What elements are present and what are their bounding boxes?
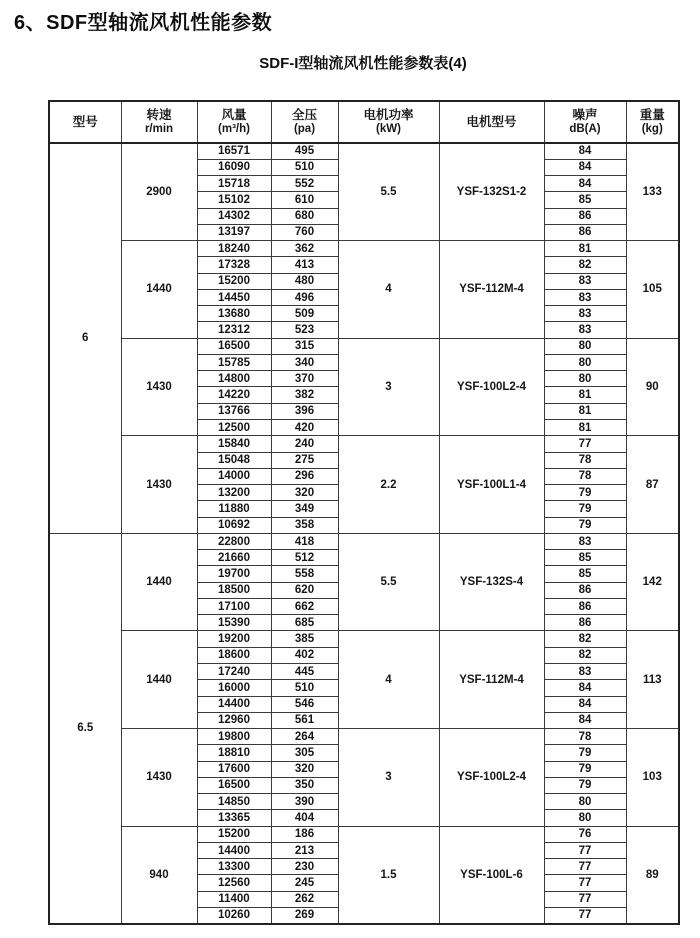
pressure-cell: 496 (271, 289, 338, 305)
pressure-cell: 296 (271, 468, 338, 484)
pressure-cell: 495 (271, 143, 338, 159)
air-volume-cell: 15048 (197, 452, 271, 468)
col-header-label: 电机功率 (363, 107, 414, 122)
air-volume-cell: 16500 (197, 338, 271, 354)
pressure-cell: 245 (271, 875, 338, 891)
col-header-label: 风量 (221, 107, 247, 122)
noise-cell: 80 (544, 354, 626, 370)
table-title: SDF-I型轴流风机性能参数表(4) (259, 55, 467, 72)
air-volume-cell: 16000 (197, 680, 271, 696)
air-volume-cell: 10260 (197, 907, 271, 923)
pressure-cell: 662 (271, 598, 338, 614)
pressure-cell: 320 (271, 485, 338, 501)
noise-cell: 79 (544, 485, 626, 501)
col-header-label: 电机型号 (466, 114, 517, 129)
pressure-cell: 480 (271, 273, 338, 289)
noise-cell: 80 (544, 371, 626, 387)
col-header-total-pressure (271, 101, 338, 143)
speed-cell: 1440 (121, 241, 197, 339)
noise-cell: 83 (544, 322, 626, 338)
weight-cell: 103 (626, 729, 679, 827)
pressure-cell: 315 (271, 338, 338, 354)
noise-cell: 77 (544, 891, 626, 907)
noise-cell: 84 (544, 696, 626, 712)
air-volume-cell: 15785 (197, 354, 271, 370)
pressure-cell: 620 (271, 582, 338, 598)
pressure-cell: 370 (271, 371, 338, 387)
pressure-cell: 685 (271, 615, 338, 631)
pressure-cell: 402 (271, 647, 338, 663)
weight-cell: 90 (626, 338, 679, 436)
air-volume-cell: 15200 (197, 826, 271, 842)
pressure-cell: 558 (271, 566, 338, 582)
air-volume-cell: 15102 (197, 192, 271, 208)
weight-cell: 105 (626, 241, 679, 339)
air-volume-cell: 18810 (197, 745, 271, 761)
air-volume-cell: 17600 (197, 761, 271, 777)
motor-power-cell: 3 (338, 338, 439, 436)
air-volume-cell: 12960 (197, 712, 271, 728)
col-header-label: 重量 (639, 107, 665, 122)
noise-cell: 84 (544, 159, 626, 175)
col-header-unit: dB(A) (569, 122, 601, 135)
noise-cell: 84 (544, 680, 626, 696)
air-volume-cell: 13200 (197, 485, 271, 501)
motor-power-cell: 3 (338, 729, 439, 827)
col-header-speed (121, 101, 197, 143)
speed-cell: 1440 (121, 631, 197, 729)
noise-cell: 83 (544, 273, 626, 289)
air-volume-cell: 14000 (197, 468, 271, 484)
weight-cell: 113 (626, 631, 679, 729)
air-volume-cell: 10692 (197, 517, 271, 533)
noise-cell: 80 (544, 810, 626, 826)
pressure-cell: 552 (271, 176, 338, 192)
pressure-cell: 390 (271, 794, 338, 810)
noise-cell: 84 (544, 176, 626, 192)
pressure-cell: 418 (271, 533, 338, 549)
col-header-label: 转速 (146, 107, 172, 122)
noise-cell: 85 (544, 550, 626, 566)
air-volume-cell: 22800 (197, 533, 271, 549)
table-row (49, 143, 679, 159)
pressure-cell: 760 (271, 224, 338, 240)
pressure-cell: 404 (271, 810, 338, 826)
speed-cell: 2900 (121, 143, 197, 241)
motor-model-cell: YSF-100L2-4 (439, 338, 544, 436)
noise-cell: 77 (544, 842, 626, 858)
table-row (49, 826, 679, 842)
noise-cell: 83 (544, 664, 626, 680)
model-cell: 6.5 (49, 533, 121, 923)
noise-cell: 86 (544, 615, 626, 631)
noise-cell: 83 (544, 533, 626, 549)
motor-power-cell: 4 (338, 631, 439, 729)
noise-cell: 78 (544, 729, 626, 745)
weight-cell: 142 (626, 533, 679, 631)
speed-cell: 1430 (121, 729, 197, 827)
noise-cell: 79 (544, 501, 626, 517)
noise-cell: 79 (544, 745, 626, 761)
air-volume-cell: 16090 (197, 159, 271, 175)
pressure-cell: 523 (271, 322, 338, 338)
pressure-cell: 420 (271, 420, 338, 436)
motor-power-cell: 4 (338, 241, 439, 339)
pressure-cell: 305 (271, 745, 338, 761)
pressure-cell: 320 (271, 761, 338, 777)
pressure-cell: 358 (271, 517, 338, 533)
pressure-cell: 610 (271, 192, 338, 208)
pressure-cell: 262 (271, 891, 338, 907)
motor-power-cell: 5.5 (338, 143, 439, 241)
col-header-model (49, 101, 121, 143)
noise-cell: 81 (544, 420, 626, 436)
noise-cell: 83 (544, 289, 626, 305)
air-volume-cell: 14800 (197, 371, 271, 387)
pressure-cell: 362 (271, 241, 338, 257)
noise-cell: 79 (544, 777, 626, 793)
col-header-noise (544, 101, 626, 143)
col-header-motor-power (338, 101, 439, 143)
table-row (49, 533, 679, 549)
noise-cell: 80 (544, 794, 626, 810)
noise-cell: 82 (544, 631, 626, 647)
noise-cell: 86 (544, 224, 626, 240)
pressure-cell: 213 (271, 842, 338, 858)
col-header-weight (626, 101, 679, 143)
air-volume-cell: 19200 (197, 631, 271, 647)
air-volume-cell: 14400 (197, 696, 271, 712)
header-row (49, 101, 679, 143)
table-row (49, 436, 679, 452)
pressure-cell: 510 (271, 159, 338, 175)
pressure-cell: 413 (271, 257, 338, 273)
motor-model-cell: YSF-112M-4 (439, 631, 544, 729)
pressure-cell: 512 (271, 550, 338, 566)
air-volume-cell: 15200 (197, 273, 271, 289)
motor-model-cell: YSF-100L-6 (439, 826, 544, 924)
pressure-cell: 546 (271, 696, 338, 712)
air-volume-cell: 14850 (197, 794, 271, 810)
air-volume-cell: 12500 (197, 420, 271, 436)
weight-cell: 87 (626, 436, 679, 534)
noise-cell: 77 (544, 859, 626, 875)
air-volume-cell: 12560 (197, 875, 271, 891)
weight-cell: 89 (626, 826, 679, 924)
air-volume-cell: 17328 (197, 257, 271, 273)
air-volume-cell: 21660 (197, 550, 271, 566)
air-volume-cell: 11400 (197, 891, 271, 907)
page-title: 6、SDF型轴流风机性能参数 (14, 12, 273, 34)
pressure-cell: 230 (271, 859, 338, 875)
motor-power-cell: 1.5 (338, 826, 439, 924)
table-row (49, 631, 679, 647)
speed-cell: 1430 (121, 338, 197, 436)
air-volume-cell: 13766 (197, 403, 271, 419)
noise-cell: 81 (544, 241, 626, 257)
pressure-cell: 680 (271, 208, 338, 224)
pressure-cell: 382 (271, 387, 338, 403)
air-volume-cell: 14400 (197, 842, 271, 858)
col-header-unit: r/min (144, 122, 174, 135)
pressure-cell: 350 (271, 777, 338, 793)
air-volume-cell: 13365 (197, 810, 271, 826)
air-volume-cell: 14220 (197, 387, 271, 403)
motor-model-cell: YSF-100L1-4 (439, 436, 544, 534)
noise-cell: 81 (544, 387, 626, 403)
col-header-air-volume (197, 101, 271, 143)
air-volume-cell: 17240 (197, 664, 271, 680)
noise-cell: 82 (544, 257, 626, 273)
air-volume-cell: 15390 (197, 615, 271, 631)
col-header-unit: (m³/h) (218, 122, 250, 135)
col-header-label: 全压 (291, 107, 317, 122)
noise-cell: 78 (544, 452, 626, 468)
pressure-cell: 186 (271, 826, 338, 842)
speed-cell: 940 (121, 826, 197, 924)
noise-cell: 86 (544, 598, 626, 614)
pressure-cell: 445 (271, 664, 338, 680)
noise-cell: 79 (544, 517, 626, 533)
table-row (49, 338, 679, 354)
noise-cell: 77 (544, 875, 626, 891)
air-volume-cell: 11880 (197, 501, 271, 517)
air-volume-cell: 15718 (197, 176, 271, 192)
pressure-cell: 561 (271, 712, 338, 728)
noise-cell: 83 (544, 306, 626, 322)
noise-cell: 81 (544, 403, 626, 419)
col-header-label: 型号 (72, 114, 98, 129)
pressure-cell: 385 (271, 631, 338, 647)
noise-cell: 82 (544, 647, 626, 663)
noise-cell: 86 (544, 582, 626, 598)
speed-cell: 1440 (121, 533, 197, 631)
motor-model-cell: YSF-100L2-4 (439, 729, 544, 827)
motor-power-cell: 2.2 (338, 436, 439, 534)
noise-cell: 86 (544, 208, 626, 224)
air-volume-cell: 13197 (197, 224, 271, 240)
table-header (49, 101, 679, 143)
noise-cell: 78 (544, 468, 626, 484)
air-volume-cell: 19700 (197, 566, 271, 582)
noise-cell: 85 (544, 192, 626, 208)
noise-cell: 76 (544, 826, 626, 842)
table-body (49, 143, 679, 924)
pressure-cell: 264 (271, 729, 338, 745)
air-volume-cell: 13680 (197, 306, 271, 322)
performance-table (48, 100, 680, 925)
air-volume-cell: 12312 (197, 322, 271, 338)
pressure-cell: 510 (271, 680, 338, 696)
noise-cell: 79 (544, 761, 626, 777)
pressure-cell: 275 (271, 452, 338, 468)
noise-cell: 85 (544, 566, 626, 582)
noise-cell: 77 (544, 907, 626, 923)
pressure-cell: 269 (271, 907, 338, 923)
air-volume-cell: 18500 (197, 582, 271, 598)
air-volume-cell: 18240 (197, 241, 271, 257)
motor-model-cell: YSF-112M-4 (439, 241, 544, 339)
air-volume-cell: 14450 (197, 289, 271, 305)
motor-model-cell: YSF-132S1-2 (439, 143, 544, 241)
col-header-motor-model (439, 101, 544, 143)
col-header-unit: (pa) (293, 122, 316, 135)
noise-cell: 77 (544, 436, 626, 452)
table-row (49, 241, 679, 257)
air-volume-cell: 17100 (197, 598, 271, 614)
pressure-cell: 509 (271, 306, 338, 322)
air-volume-cell: 19800 (197, 729, 271, 745)
air-volume-cell: 13300 (197, 859, 271, 875)
air-volume-cell: 15840 (197, 436, 271, 452)
air-volume-cell: 16500 (197, 777, 271, 793)
noise-cell: 84 (544, 143, 626, 159)
pressure-cell: 340 (271, 354, 338, 370)
pressure-cell: 349 (271, 501, 338, 517)
col-header-unit: (kW) (376, 122, 401, 135)
noise-cell: 84 (544, 712, 626, 728)
air-volume-cell: 16571 (197, 143, 271, 159)
table-row (49, 729, 679, 745)
air-volume-cell: 14302 (197, 208, 271, 224)
noise-cell: 80 (544, 338, 626, 354)
speed-cell: 1430 (121, 436, 197, 534)
pressure-cell: 396 (271, 403, 338, 419)
col-header-unit: (kg) (641, 122, 663, 135)
motor-model-cell: YSF-132S-4 (439, 533, 544, 631)
model-cell: 6 (49, 143, 121, 533)
motor-power-cell: 5.5 (338, 533, 439, 631)
air-volume-cell: 18600 (197, 647, 271, 663)
weight-cell: 133 (626, 143, 679, 241)
pressure-cell: 240 (271, 436, 338, 452)
col-header-label: 噪声 (572, 107, 598, 122)
